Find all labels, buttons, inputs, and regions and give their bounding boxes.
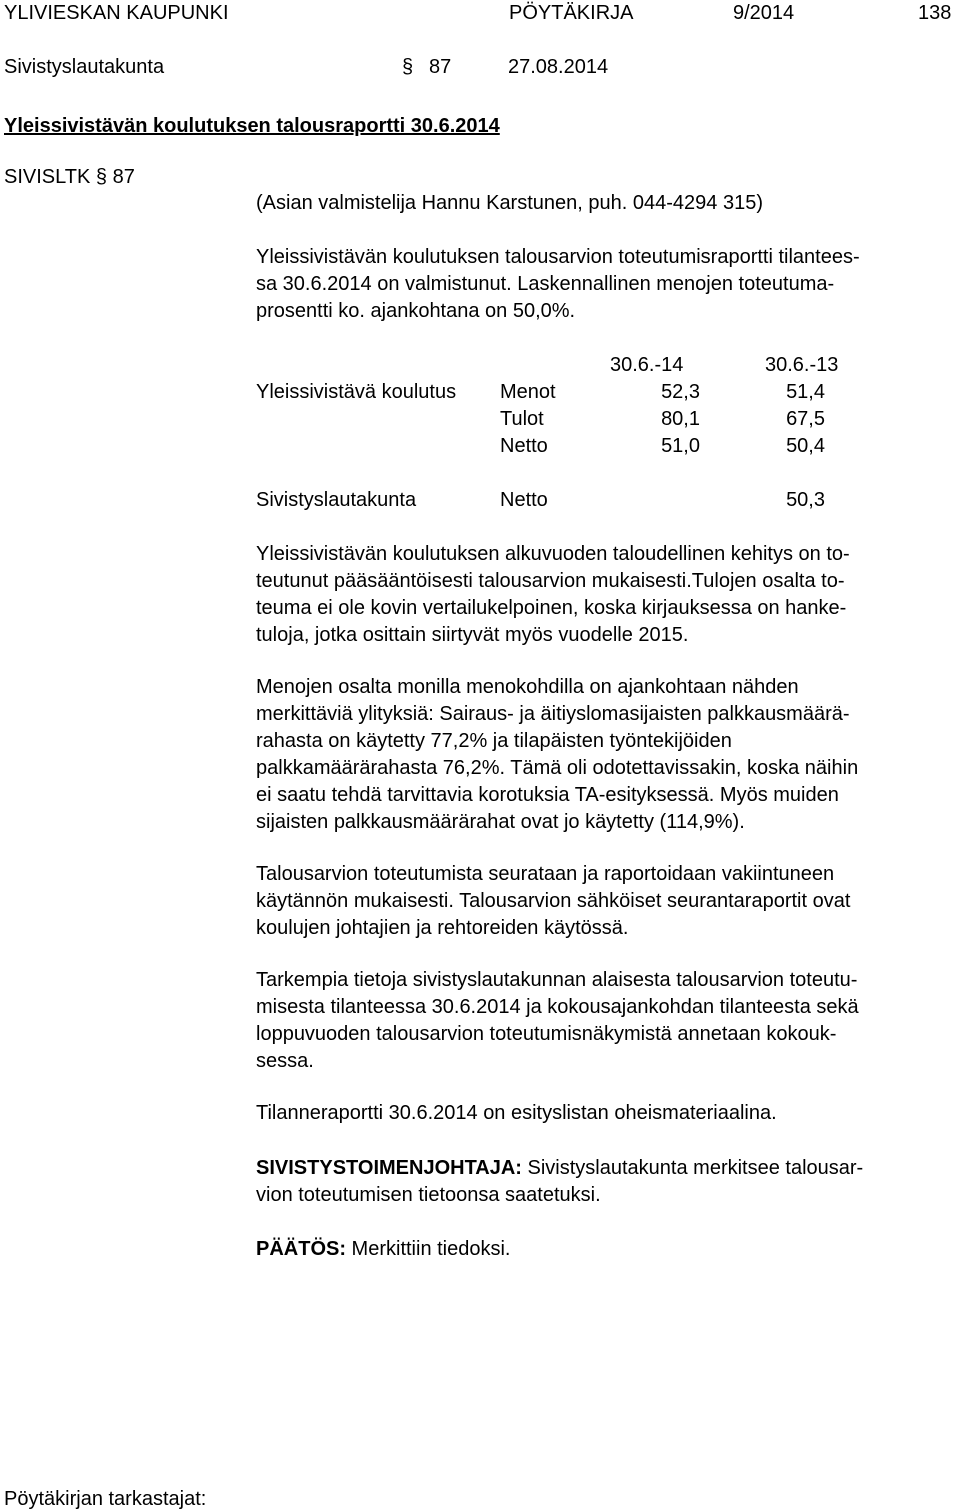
- cell-value: 50,4: [786, 435, 825, 457]
- col-header-2013: 30.6.-13: [765, 354, 839, 376]
- paragraph-line: tuloja, jotka osittain siirtyvät myös vuodelle 2015.: [256, 624, 689, 646]
- page-title: Yleissivistävän koulutuksen talousraportti 30.6.2014: [4, 115, 500, 137]
- proposal-label: SIVISTYSTOIMENJOHTAJA:: [256, 1157, 522, 1179]
- row-label: Netto: [500, 489, 548, 511]
- proposal-line-1: [256, 1158, 863, 1178]
- page-number: 138: [918, 2, 952, 24]
- cell-value: 52,3: [661, 381, 700, 403]
- group-label-sivistyslautakunta: Sivistyslautakunta: [256, 489, 417, 511]
- section-code-label: [4, 167, 135, 187]
- board-name: Sivistyslautakunta: [4, 56, 165, 78]
- row-label: Tulot: [500, 408, 544, 430]
- paragraph-line: merkittäviä ylityksiä: Sairaus- ja äitiyslomasijaisten palkkausmäärä-: [256, 703, 850, 725]
- section-symbol-2: §: [95, 166, 108, 188]
- proposal-line-2: vion toteutumisen tietoonsa saatetuksi.: [256, 1184, 601, 1206]
- paragraph-line: loppuvuoden talousarvion toteutumisnäkymistä annetaan kokouk-: [256, 1023, 837, 1045]
- paragraph-line: käytännön mukaisesti. Talousarvion sähköiset seurantaraportit ovat: [256, 890, 851, 912]
- paragraph-line: Menojen osalta monilla menokohdilla on ajankohtaan nähden: [256, 676, 799, 698]
- intro-line: prosentti ko. ajankohtana on 50,0%.: [256, 300, 576, 322]
- paragraph-line: misesta tilanteessa 30.6.2014 ja kokousajankohdan tilanteesta sekä: [256, 996, 859, 1018]
- intro-line: Yleissivistävän koulutuksen talousarvion toteutumisraportti tilantees-: [256, 246, 860, 268]
- section-code-number: 87: [112, 166, 135, 188]
- document-type: PÖYTÄKIRJA: [509, 2, 634, 24]
- paragraph-line: teutunut pääsääntöisesti talousarvion mukaisesti.Tulojen osalta to-: [256, 570, 845, 592]
- section-number: 87: [429, 56, 452, 78]
- paragraph-line: sijaisten palkkausmäärärahat ovat jo käytetty (114,9%).: [256, 811, 745, 833]
- paragraph-line: sessa.: [256, 1050, 314, 1072]
- city-name: YLIVIESKAN KAUPUNKI: [4, 2, 229, 24]
- decision-line: [256, 1239, 511, 1259]
- paragraph-line: Tarkempia tietoja sivistyslautakunnan alaisesta talousarvion toteutu-: [256, 969, 858, 991]
- section-symbol: §: [402, 56, 414, 78]
- issue-number: 9/2014: [733, 2, 795, 24]
- decision-text: Merkittiin tiedoksi.: [346, 1238, 511, 1260]
- section-code-prefix: SIVISLTK: [4, 166, 91, 188]
- group-label-yleissivistava: Yleissivistävä koulutus: [256, 381, 457, 403]
- cell-value: 51,4: [786, 381, 825, 403]
- row-label: Menot: [500, 381, 556, 403]
- proposal-text: Sivistyslautakunta merkitsee talousar-: [521, 1157, 864, 1179]
- cell-value: 67,5: [786, 408, 825, 430]
- preparer-info: (Asian valmistelija Hannu Karstunen, puh. 044-4294 315): [256, 192, 763, 214]
- cell-value: 51,0: [661, 435, 700, 457]
- paragraph-line: teuma ei ole kovin vertailukelpoinen, koska kirjauksessa on hanke-: [256, 597, 847, 619]
- cell-value: 80,1: [661, 408, 700, 430]
- attachment-note: Tilanneraportti 30.6.2014 on esityslistan oheismateriaalina.: [256, 1102, 777, 1124]
- footer-reviewers: Pöytäkirjan tarkastajat:: [4, 1488, 207, 1510]
- paragraph-line: ei saatu tehdä tarvittavia korotuksia TA-esityksessä. Myös muiden: [256, 784, 839, 806]
- paragraph-line: Yleissivistävän koulutuksen alkuvuoden taloudellinen kehitys on to-: [256, 543, 850, 565]
- paragraph-line: koulujen johtajien ja rehtoreiden käytössä.: [256, 917, 629, 939]
- intro-line: sa 30.6.2014 on valmistunut. Laskennallinen menojen toteutuma-: [256, 273, 835, 295]
- cell-value: 50,3: [786, 489, 825, 511]
- paragraph-line: palkkamäärärahasta 76,2%. Tämä oli odotettavissakin, koska näihin: [256, 757, 859, 779]
- paragraph-line: rahasta on käytetty 77,2% ja tilapäisten työntekijöiden: [256, 730, 732, 752]
- decision-label: PÄÄTÖS:: [256, 1238, 346, 1260]
- row-label: Netto: [500, 435, 548, 457]
- col-header-2014: 30.6.-14: [610, 354, 684, 376]
- paragraph-line: Talousarvion toteutumista seurataan ja raportoidaan vakiintuneen: [256, 863, 835, 885]
- meeting-date: 27.08.2014: [508, 56, 609, 78]
